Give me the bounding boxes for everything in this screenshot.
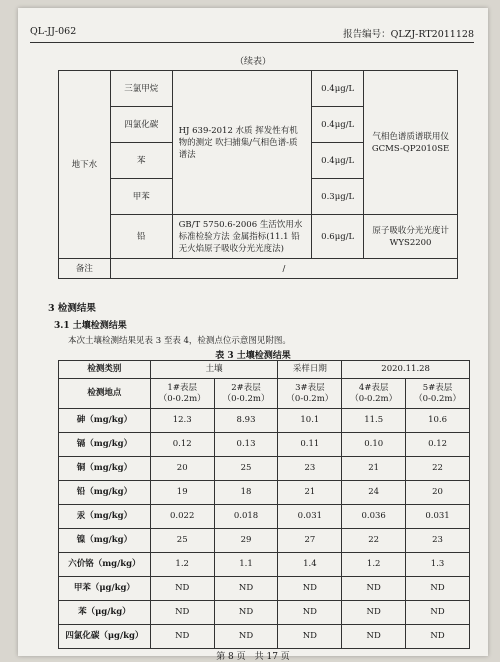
header-report-number: 报告编号：QLZJ-RT2011128 bbox=[343, 29, 474, 40]
site-header bbox=[342, 379, 406, 409]
site-header bbox=[214, 379, 278, 409]
header-doc-code: QL-JJ-062 bbox=[30, 26, 77, 37]
table-row bbox=[59, 601, 470, 625]
site-name: 2#表层 bbox=[231, 382, 261, 393]
table-row bbox=[59, 625, 470, 649]
page-header bbox=[30, 26, 474, 43]
value-cell: ND bbox=[278, 577, 342, 601]
value-cell: ND bbox=[278, 625, 342, 649]
method-table bbox=[58, 70, 458, 279]
parameter-cell: 四氯化碳（μg/kg） bbox=[59, 625, 151, 649]
item-cell: 苯 bbox=[110, 143, 172, 179]
site-name: 1#表层 bbox=[167, 382, 197, 393]
table-row bbox=[59, 481, 470, 505]
value-cell: 1.3 bbox=[406, 553, 470, 577]
continued-label: （续表） bbox=[234, 57, 271, 67]
value-cell: 1.4 bbox=[278, 553, 342, 577]
table-row bbox=[59, 577, 470, 601]
value-cell: 20 bbox=[406, 481, 470, 505]
method-cell: HJ 639-2012 水质 挥发性有机物的测定 吹扫捕集/气相色谱-质谱法 bbox=[172, 71, 312, 215]
intro-paragraph: 本次土壤检测结果见表 3 至表 4，检测点位示意图见附图。 bbox=[68, 336, 291, 346]
value-cell: 8.93 bbox=[214, 409, 278, 433]
table-row bbox=[59, 529, 470, 553]
date-value: 2020.11.28 bbox=[342, 361, 470, 379]
value-cell: 21 bbox=[342, 457, 406, 481]
site-depth: （0-0.2m） bbox=[350, 393, 398, 404]
value-cell: ND bbox=[342, 577, 406, 601]
site-depth: （0-0.2m） bbox=[222, 393, 270, 404]
site-header bbox=[150, 379, 214, 409]
table-title: 表 3 土壤检测结果 bbox=[215, 351, 291, 361]
value-cell: 0.022 bbox=[150, 505, 214, 529]
remark-value: / bbox=[110, 259, 457, 279]
value-cell: 0.11 bbox=[278, 433, 342, 457]
category-cell: 地下水 bbox=[59, 71, 111, 259]
parameter-cell: 六价铬（mg/kg） bbox=[59, 553, 151, 577]
value-cell: 1.1 bbox=[214, 553, 278, 577]
value-cell: 0.031 bbox=[278, 505, 342, 529]
soil-results-table bbox=[58, 360, 470, 649]
value-cell: ND bbox=[150, 601, 214, 625]
value-cell: 27 bbox=[278, 529, 342, 553]
table-row bbox=[59, 361, 470, 379]
value-cell: 25 bbox=[214, 457, 278, 481]
limit-cell: 0.3μg/L bbox=[312, 179, 364, 215]
site-name: 4#表层 bbox=[358, 382, 389, 393]
item-cell: 甲苯 bbox=[110, 179, 172, 215]
value-cell: 11.5 bbox=[342, 409, 406, 433]
value-cell: ND bbox=[214, 625, 278, 649]
limit-cell: 0.4μg/L bbox=[312, 71, 364, 107]
site-depth: （0-0.2m） bbox=[158, 393, 206, 404]
value-cell: 0.036 bbox=[342, 505, 406, 529]
value-cell: 25 bbox=[150, 529, 214, 553]
parameter-cell: 苯（μg/kg） bbox=[59, 601, 151, 625]
value-cell: 0.10 bbox=[342, 433, 406, 457]
value-cell: 22 bbox=[406, 457, 470, 481]
remark-label: 备注 bbox=[59, 259, 111, 279]
parameter-cell: 砷（mg/kg） bbox=[59, 409, 151, 433]
parameter-cell: 铜（mg/kg） bbox=[59, 457, 151, 481]
value-cell: ND bbox=[150, 625, 214, 649]
site-label: 检测地点 bbox=[59, 379, 151, 409]
table-row bbox=[59, 71, 458, 107]
parameter-cell: 甲苯（μg/kg） bbox=[59, 577, 151, 601]
value-cell: 0.018 bbox=[214, 505, 278, 529]
site-header bbox=[406, 379, 470, 409]
value-cell: 10.6 bbox=[406, 409, 470, 433]
value-cell: 19 bbox=[150, 481, 214, 505]
type-value: 土壤 bbox=[150, 361, 278, 379]
item-cell: 三氯甲烷 bbox=[110, 71, 172, 107]
site-name: 3#表层 bbox=[295, 382, 325, 393]
value-cell: ND bbox=[150, 577, 214, 601]
table-row bbox=[59, 553, 470, 577]
table-row bbox=[59, 457, 470, 481]
value-cell: 12.3 bbox=[150, 409, 214, 433]
table-row bbox=[59, 259, 458, 279]
document-page bbox=[18, 8, 488, 662]
parameter-cell: 镍（mg/kg） bbox=[59, 529, 151, 553]
value-cell: ND bbox=[342, 601, 406, 625]
value-cell: 0.12 bbox=[150, 433, 214, 457]
value-cell: 18 bbox=[214, 481, 278, 505]
value-cell: ND bbox=[406, 577, 470, 601]
value-cell: ND bbox=[342, 625, 406, 649]
item-cell: 四氯化碳 bbox=[110, 107, 172, 143]
value-cell: 0.031 bbox=[406, 505, 470, 529]
table-row bbox=[59, 409, 470, 433]
site-header bbox=[278, 379, 342, 409]
value-cell: 0.13 bbox=[214, 433, 278, 457]
table-row bbox=[59, 215, 458, 259]
subsection-heading: 3.1 土壤检测结果 bbox=[54, 321, 127, 331]
value-cell: ND bbox=[406, 601, 470, 625]
instrument-cell: 气相色谱质谱联用仪 GCMS-QP2010SE bbox=[364, 71, 458, 215]
section-heading: 3 检测结果 bbox=[48, 303, 96, 314]
value-cell: 24 bbox=[342, 481, 406, 505]
date-label: 采样日期 bbox=[278, 361, 342, 379]
value-cell: ND bbox=[214, 577, 278, 601]
value-cell: ND bbox=[278, 601, 342, 625]
value-cell: 1.2 bbox=[150, 553, 214, 577]
site-name: 5#表层 bbox=[422, 382, 453, 393]
value-cell: 22 bbox=[342, 529, 406, 553]
site-depth: （0-0.2m） bbox=[286, 393, 334, 404]
parameter-cell: 镉（mg/kg） bbox=[59, 433, 151, 457]
limit-cell: 0.4μg/L bbox=[312, 143, 364, 179]
parameter-cell: 汞（mg/kg） bbox=[59, 505, 151, 529]
value-cell: 29 bbox=[214, 529, 278, 553]
value-cell: 1.2 bbox=[342, 553, 406, 577]
parameter-cell: 铅（mg/kg） bbox=[59, 481, 151, 505]
value-cell: 21 bbox=[278, 481, 342, 505]
value-cell: 23 bbox=[278, 457, 342, 481]
instrument-cell: 原子吸收分光光度计 WYS2200 bbox=[364, 215, 458, 259]
table-row bbox=[59, 433, 470, 457]
limit-cell: 0.4μg/L bbox=[312, 107, 364, 143]
value-cell: 0.12 bbox=[406, 433, 470, 457]
site-depth: （0-0.2m） bbox=[414, 393, 461, 404]
page-footer: 第 8 页 共 17 页 bbox=[216, 652, 290, 662]
item-cell: 铅 bbox=[110, 215, 172, 259]
table-row bbox=[59, 379, 470, 409]
value-cell: 20 bbox=[150, 457, 214, 481]
type-label: 检测类别 bbox=[59, 361, 151, 379]
value-cell: ND bbox=[406, 625, 470, 649]
value-cell: 23 bbox=[406, 529, 470, 553]
table-row bbox=[59, 505, 470, 529]
value-cell: 10.1 bbox=[278, 409, 342, 433]
method-cell: GB/T 5750.6-2006 生活饮用水标准检验方法 金属指标(11.1 铅 无火焰原子吸收分光光度法) bbox=[172, 215, 312, 259]
value-cell: ND bbox=[214, 601, 278, 625]
limit-cell: 0.6μg/L bbox=[312, 215, 364, 259]
